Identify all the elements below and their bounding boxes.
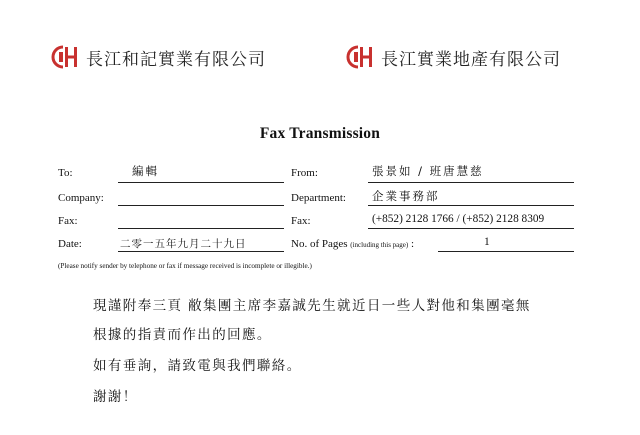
department-line [368,205,574,206]
pages-value: 1 [484,236,490,248]
fax-line [118,228,284,229]
company-label: Company: [58,192,104,204]
company-name-1: 長江和記實業有限公司 [86,49,266,70]
ck-logo-icon [343,44,377,70]
to-value: 編輯 [132,164,159,178]
body-line-1: 現謹附奉三頁 敝集團主席李嘉誠先生就近日一些人對他和集團毫無 [93,298,531,314]
pages-label: No. of Pages [291,238,348,250]
fax2-value: (+852) 2128 1766 / (+852) 2128 8309 [372,213,545,225]
date-label: Date: [58,238,82,250]
pages-label-group [291,238,414,250]
ck-logo-icon [48,44,82,70]
fax-label: Fax: [58,215,78,227]
to-label: To: [58,167,73,179]
notice-text: (Please notify sender by telephone or fax if message received is incomplete or illegible.) [58,262,312,270]
ck-asset-logo [343,44,561,70]
company-line [118,205,284,206]
body-line-2: 根據的指責而作出的回應。 [93,327,272,343]
date-value: 二零一五年九月二十九日 [120,238,247,250]
from-value: 張景如 / 班唐慧慈 [372,164,484,178]
fax2-line [368,228,574,229]
pages-line [438,251,574,252]
body-line-4: 謝謝！ [93,389,138,405]
company-name-2: 長江實業地產有限公司 [381,49,561,70]
fax-title: Fax Transmission [259,125,381,142]
body-line-3: 如有垂詢，請致電與我們聯絡。 [93,358,302,374]
ckh-holdings-logo [48,44,266,70]
from-label: From: [291,167,318,179]
pages-note: (including this page) [350,241,409,249]
date-line [118,251,284,252]
from-line [368,182,574,183]
to-line [118,182,284,183]
fax2-label: Fax: [291,215,311,227]
pages-colon: : [410,238,415,250]
department-label: Department: [291,192,346,204]
department-value: 企業事務部 [372,189,440,203]
